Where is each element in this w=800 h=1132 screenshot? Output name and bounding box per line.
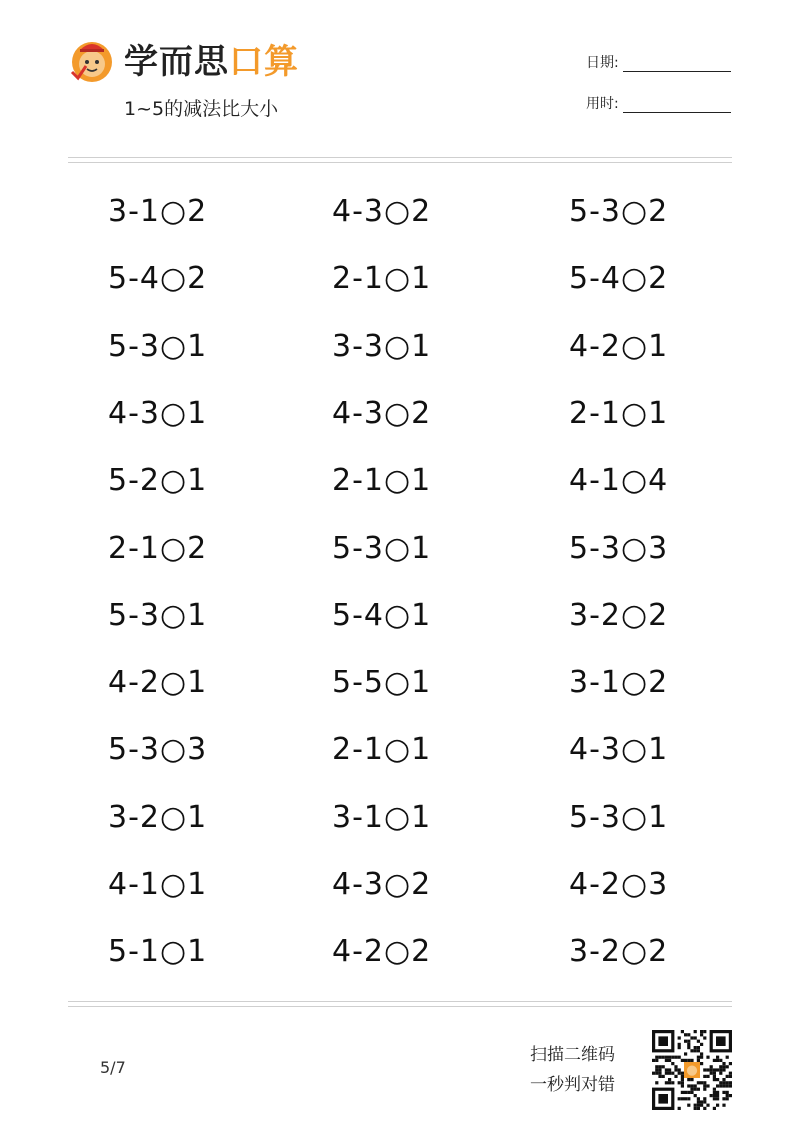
scan-instructions	[530, 1040, 615, 1100]
problem-row	[0, 649, 800, 716]
problem-item: 5-3○2	[569, 194, 669, 229]
scan-line-1: 扫描二维码	[530, 1045, 615, 1065]
problem-item: 3-1○2	[569, 665, 669, 701]
problem-item: 5-3○1	[332, 530, 432, 566]
brand-main: 学而思	[124, 42, 229, 82]
problem-row	[0, 716, 800, 783]
problem-item: 5-3○1	[108, 328, 208, 364]
problem-item: 3-1○2	[108, 194, 208, 229]
problem-item: 5-4○2	[108, 261, 208, 297]
problem-row	[0, 515, 800, 582]
problem-row	[0, 178, 800, 245]
problem-item: 5-3○1	[108, 597, 208, 633]
problem-item: 4-3○1	[569, 732, 669, 768]
brand-title	[124, 40, 299, 84]
problem-item: 5-1○1	[108, 934, 208, 970]
problem-item: 4-3○2	[332, 194, 432, 229]
problem-item: 4-2○3	[569, 867, 669, 902]
problem-row	[0, 380, 800, 447]
problem-item: 4-1○4	[569, 463, 669, 499]
time-blank[interactable]	[623, 98, 731, 113]
problem-item: 5-4○1	[332, 597, 432, 633]
problem-item: 5-3○3	[108, 732, 208, 768]
problem-row	[0, 245, 800, 312]
time-field[interactable]	[586, 93, 731, 113]
problem-item: 3-1○1	[332, 799, 432, 835]
problem-row	[0, 784, 800, 851]
top-divider	[68, 157, 732, 158]
problem-item: 4-2○1	[108, 665, 208, 701]
problem-item: 3-2○1	[108, 799, 208, 835]
problem-item: 2-1○1	[332, 463, 432, 499]
date-label: 日期:	[586, 55, 619, 71]
brand-accent: 口算	[229, 42, 299, 82]
problem-item: 4-3○2	[332, 395, 432, 431]
bottom-divider-2	[68, 1006, 732, 1007]
bottom-divider	[68, 1001, 732, 1002]
problem-item: 4-1○1	[108, 867, 208, 902]
problem-row	[0, 918, 800, 985]
problem-item: 4-3○1	[108, 395, 208, 431]
top-divider-2	[68, 162, 732, 163]
problem-item: 5-3○1	[569, 799, 669, 835]
problem-item: 2-1○2	[108, 530, 208, 566]
page-number: 5/7	[100, 1058, 126, 1077]
problem-row	[0, 582, 800, 649]
problem-item: 5-5○1	[332, 665, 432, 701]
problem-item: 3-2○2	[569, 934, 669, 970]
problem-item: 4-3○2	[332, 867, 432, 902]
problem-item: 4-2○2	[332, 934, 432, 970]
date-blank[interactable]	[623, 57, 731, 72]
problem-item: 5-4○2	[569, 261, 669, 297]
problem-item: 2-1○1	[332, 732, 432, 768]
problem-item: 3-2○2	[569, 597, 669, 633]
qr-code-icon[interactable]	[652, 1030, 732, 1110]
problem-item: 3-3○1	[332, 328, 432, 364]
worksheet-subtitle: 1~5的减法比大小	[124, 98, 279, 120]
problem-item: 4-2○1	[569, 328, 669, 364]
problem-row	[0, 447, 800, 514]
time-label: 用时:	[586, 96, 619, 112]
problem-item: 5-2○1	[108, 463, 208, 499]
date-field[interactable]	[586, 52, 731, 72]
scan-line-2: 一秒判对错	[530, 1075, 615, 1095]
problem-row	[0, 313, 800, 380]
problem-item: 5-3○3	[569, 530, 669, 566]
problem-row	[0, 851, 800, 918]
problem-item: 2-1○1	[332, 261, 432, 297]
problem-item: 2-1○1	[569, 395, 669, 431]
monkey-logo-icon	[68, 36, 116, 84]
